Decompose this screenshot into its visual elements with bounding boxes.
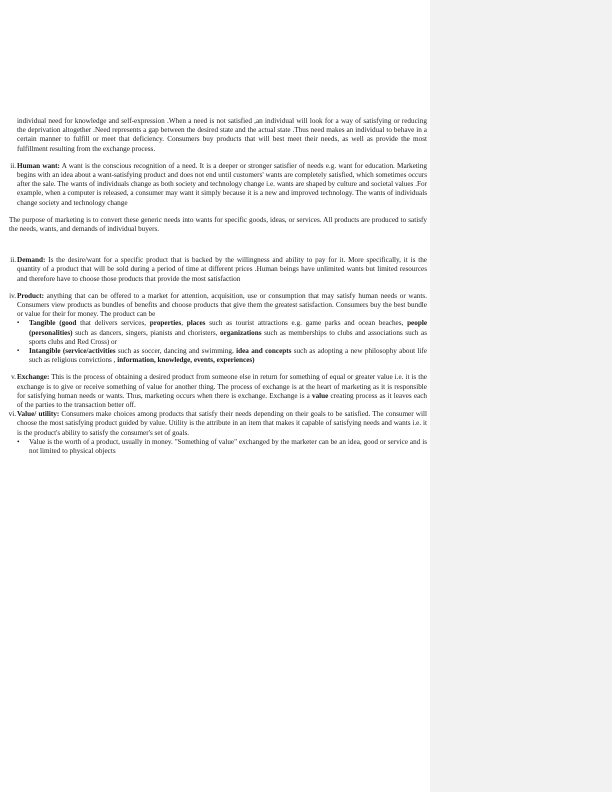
item-demand: [7, 256, 427, 284]
document-page-body: [7, 117, 427, 456]
item-exchange: v. Exchange: This is the process of obtaining a desired product from someone else in return for something of equal or greater value i.e. it is the exchange is to give or receive something of value for another thing. The process of exchange is at the heart of marketing as it is responsible for satisfying human needs or wants. Thus, marketing occurs when there is exchange. Exchange is a value creating process as it leaves each of the parties to the transaction better off.: [7, 373, 427, 410]
value-utility-text: Consumers make choices among products that satisfy their needs depending on their goals to be satisfied. The consumer will choose the most satisfying product guided by value. Utility is the attribute in an item that makes it capable of satisfying needs and wants i.e. it is the product's ability to satisfy the consumer's set of goals.: [17, 410, 427, 437]
round-bullet-icon: •: [17, 437, 20, 446]
demand-text: Is the desire/want for a specific product that is backed by the willingness and ability to pay for it. More specifically, it is the quantity of a product that will be sold during a period of time at different prices .Human beings have unlimited wants but limited resources and therefore have to choose those products that provide the most satisfaction: [17, 256, 427, 283]
comment-margin-pane: [430, 0, 612, 792]
item-number: ii.: [10, 256, 16, 265]
bullet-value-worth: • Value is the worth of a product, usually in money. "Something of value" exchanged by the marketer can be an idea, good or service and is not limited to physical objects: [17, 437, 427, 456]
bullet-tangible: ▪ Tangible (good that delivers services, properties, places such as tourist attractions e.g. game parks and ocean beaches, people (personalities) such as dancers, singers, pianists and choristers, organizations such as memberships to clubs and associations such as sports clubs and Red Cross) or: [17, 319, 428, 346]
term-product: Product:: [17, 291, 45, 300]
term-value-utility: Value/ utility:: [17, 410, 60, 419]
item-human-want: [7, 162, 427, 208]
human-want-text: A want is the conscious recognition of a need. It is a deeper or stronger satisfier of needs e.g. want for education. Marketing begins with an idea about a want-satisfying product and does not end until customers' wants are completely satisfied, which sometimes occurs after the sale. The wants of individuals change as both society and technology change i.e. wants are shaped by culture and societal values .For example, when a computer is released, a consumer may want it simply because it is a new and improved technology. The wants of individuals change society and technology change: [17, 161, 427, 207]
square-bullet-icon: ▪: [17, 348, 20, 355]
square-bullet-icon: ▪: [17, 320, 20, 327]
term-human-want: Human want:: [17, 161, 60, 170]
product-bullet-list: [7, 319, 427, 365]
intro-paragraph: individual need for knowledge and self-expression .When a need is not satisfied ,an individual will look for a way of satisfying or reducing the deprivation altogether .Need represents a gap between the desired state and the actual state .Thus need makes an individual to behave in a certain manner to fulfill or meet that deficiency. Consumers buy products that will best meet their needs, as well as provide the most fulfillment resulting from the exchange process.: [17, 117, 427, 153]
purpose-paragraph: The purpose of marketing is to convert these generic needs into wants for specific goods, ideas, or services. All products are produced to satisfy the needs, wants, and demands of individual buyers.: [9, 215, 427, 234]
value-bullet-list: [7, 438, 427, 456]
term-demand: Demand:: [17, 256, 46, 265]
item-number: ii.: [10, 161, 16, 170]
item-number: v.: [11, 373, 16, 382]
item-value-utility: [7, 410, 427, 438]
item-number: vi.: [8, 410, 16, 419]
term-exchange: Exchange:: [17, 373, 50, 382]
bullet-intangible: ▪ Intangible (service/activities such as soccer, dancing and swimming, idea and concepts such as adopting a new philosophy about life such as religious convictions , information, knowledge, events, experiences): [17, 347, 427, 365]
item-product: [7, 292, 427, 320]
item-number: iv.: [9, 291, 16, 300]
product-text: anything that can be offered to a market for attention, acquisition, use or consumption that may satisfy human needs or wants. Consumers view products as bundles of benefits and choose products that give them the greatest satisfaction. Consumers buy the best bundle or value for their for money. The product can be: [17, 291, 427, 319]
